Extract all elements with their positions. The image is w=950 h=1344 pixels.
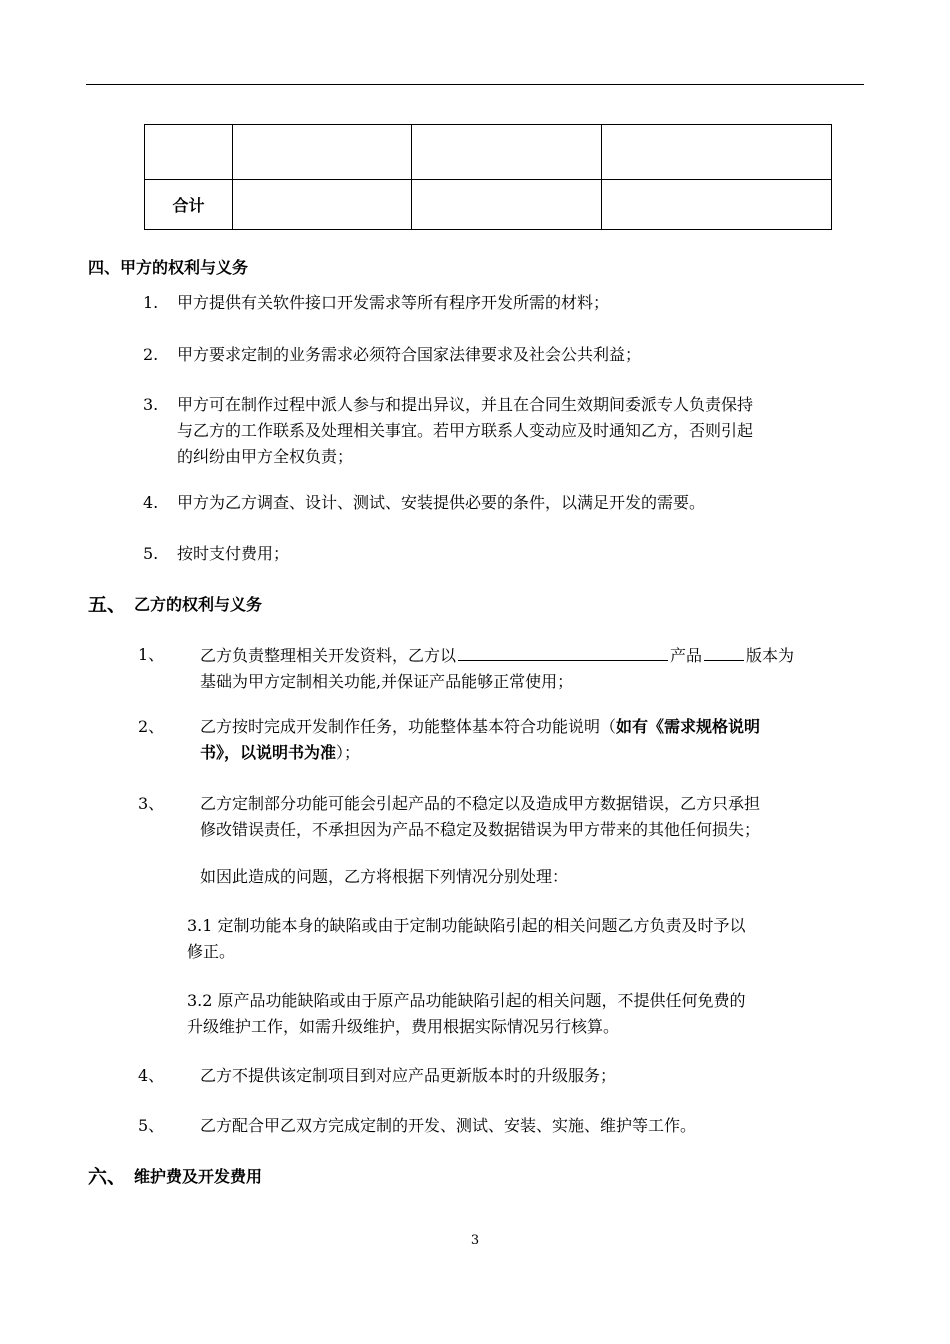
item-number: 4. [143, 493, 159, 512]
item-text-line: 3.1 定制功能本身的缺陷或由于定制功能缺陷引起的相关问题乙方负责及时予以 [187, 916, 746, 935]
item-text: 乙方配合甲乙双方完成定制的开发、测试、安装、实施、维护等工作。 [200, 1116, 697, 1135]
item-text-part: 版本为 [746, 646, 795, 665]
header-rule [86, 84, 864, 85]
item-text [200, 642, 794, 695]
fee-table [144, 124, 832, 230]
table-cell [602, 125, 832, 180]
item-number: 3. [143, 395, 159, 414]
item-number: 2、 [138, 717, 165, 736]
item-number: 1、 [138, 645, 165, 664]
item-text-line: 甲方可在制作过程中派人参与和提出异议，并且在合同生效期间委派专人负责保持 [177, 395, 754, 414]
item-text-part: 乙方按时完成开发制作任务，功能整体基本符合功能说明（ [200, 717, 617, 736]
item-number: 4、 [138, 1066, 165, 1085]
item-text-line [200, 740, 760, 766]
item-text: 甲方要求定制的业务需求必须符合国家法律要求及社会公共利益； [177, 345, 642, 364]
table-cell [602, 180, 832, 230]
section6-heading [88, 1164, 263, 1191]
table-cell [233, 125, 412, 180]
table-cell [412, 125, 602, 180]
item-text [200, 714, 760, 766]
item-text-line: 与乙方的工作联系及处理相关事宜。若甲方联系人变动应及时通知乙方，否则引起 [177, 421, 754, 440]
total-label: 合计 [145, 180, 233, 230]
table-row [145, 125, 832, 180]
item-text-line [200, 642, 794, 669]
item-text-line: 升级维护工作，如需升级维护，费用根据实际情况另行核算。 [187, 1017, 620, 1036]
section5-title: 乙方的权利与义务 [134, 595, 263, 614]
item-number: 5. [143, 544, 159, 563]
table-cell [233, 180, 412, 230]
item-number: 1. [143, 293, 159, 312]
blank-product-name [458, 642, 668, 661]
item-text-bold: 如有《需求规格说明 [616, 717, 761, 736]
sub-item [187, 913, 746, 965]
item-text-line: 基础为甲方定制相关功能,并保证产品能够正常使用； [200, 672, 574, 691]
item-text-part: ）； [336, 743, 361, 762]
item-text: 乙方不提供该定制项目到对应产品更新版本时的升级服务； [200, 1066, 617, 1085]
item-text-line: 乙方定制部分功能可能会引起产品的不稳定以及造成甲方数据错误，乙方只承担 [200, 794, 761, 813]
page-number: 3 [470, 1233, 480, 1248]
sub-item [187, 988, 746, 1040]
item-number: 5、 [138, 1116, 165, 1135]
item-number: 3、 [138, 794, 165, 813]
item-text [200, 791, 760, 843]
item-text-part: 产品 [670, 646, 703, 665]
section4-heading: 四、甲方的权利与义务 [88, 258, 249, 277]
item-text-line: 修改错误责任，不承担因为产品不稳定及数据错误为甲方带来的其他任何损失； [200, 820, 761, 839]
item-text [177, 392, 753, 470]
section5-number: 五、 [88, 594, 127, 616]
table-row [145, 180, 832, 230]
item-text: 按时支付费用； [177, 544, 290, 563]
section6-number: 六、 [88, 1166, 127, 1188]
item-text-part: 乙方负责整理相关开发资料，乙方以 [200, 646, 457, 665]
section6-title: 维护费及开发费用 [134, 1167, 263, 1186]
item-text-line: 3.2 原产品功能缺陷或由于原产品功能缺陷引起的相关问题，不提供任何免费的 [187, 991, 746, 1010]
item-text: 甲方为乙方调查、设计、测试、安装提供必要的条件，以满足开发的需要。 [177, 493, 706, 512]
table-cell [412, 180, 602, 230]
item-text-line [200, 714, 760, 740]
section5-heading [88, 592, 263, 619]
item-text: 甲方提供有关软件接口开发需求等所有程序开发所需的材料； [177, 293, 610, 312]
blank-version [704, 642, 744, 661]
item-text-line: 修正。 [187, 942, 236, 961]
item-text-line: 如因此造成的问题，乙方将根据下列情况分别处理： [200, 867, 569, 886]
item-text-line: 的纠纷由甲方全权负责； [177, 447, 354, 466]
item-text-bold: 书》，以说明书为准 [200, 743, 337, 762]
table-cell [145, 125, 233, 180]
item-number: 2. [143, 345, 159, 364]
